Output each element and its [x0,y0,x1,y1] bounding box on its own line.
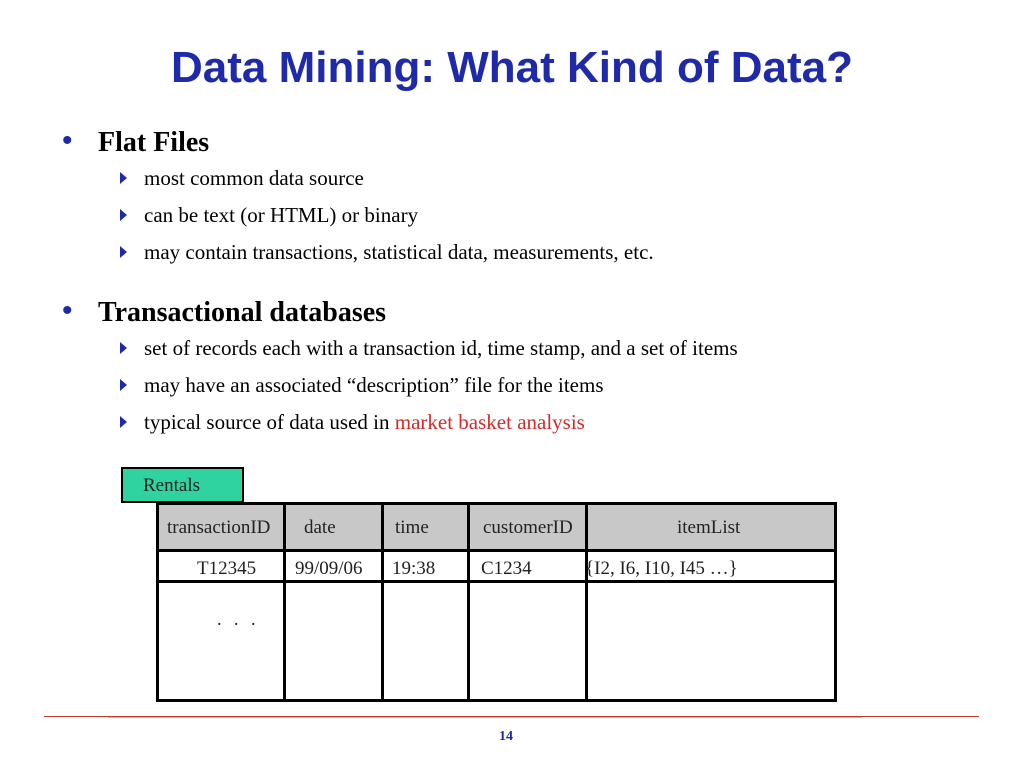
triangle-right-icon [120,342,127,354]
list-item-text: set of records each with a transaction id, time stamp, and a set of items [144,336,738,360]
table-cell: C1234 [481,558,532,579]
triangle-right-icon [120,209,127,221]
ellipsis: . . . [217,609,260,629]
section-transactional-databases [0,294,1024,445]
list-item-text: may contain transactions, statistical data, measurements, etc. [144,240,654,264]
rentals-table [156,502,837,702]
list-item-prefix: typical source of data used in [144,410,395,434]
triangle-right-icon [120,379,127,391]
sub-list [0,334,1024,445]
column-header: time [395,517,429,538]
list-item [0,201,1024,238]
list-item [0,408,1024,445]
list-item-text: most common data source [144,166,364,190]
column-header: date [304,517,336,538]
column-header: itemList [677,517,741,538]
bullet-heading [0,124,1024,164]
column-header: transactionID [167,517,271,538]
section-flat-files [0,124,1024,275]
list-item-text: can be text (or HTML) or binary [144,203,419,227]
column-header: customerID [483,517,573,538]
disc-bullet-icon: • [62,124,73,157]
list-item-text [144,408,585,436]
row-divider [159,580,834,583]
triangle-right-icon [120,172,127,184]
sub-list [0,164,1024,275]
triangle-right-icon [120,246,127,258]
column-divider [283,505,286,699]
table-cell: 19:38 [392,558,436,579]
highlighted-term: market basket analysis [394,410,585,434]
page-number: 14 [499,729,513,744]
bullet-heading-text: Flat Files [98,127,210,158]
table-cell: {I2, I6, I10, I45 …} [585,558,738,579]
list-item [0,371,1024,408]
list-item [0,238,1024,275]
column-divider [381,505,384,699]
rentals-tab-label: Rentals [143,475,200,496]
footer-rule-inner [108,717,862,718]
slide-title: Data Mining: What Kind of Data? [171,43,853,92]
list-item [0,334,1024,371]
triangle-right-icon [120,416,127,428]
table-cell: T12345 [197,558,257,579]
bullet-heading-text: Transactional databases [98,297,387,328]
table-cell: 99/09/06 [295,558,363,579]
disc-bullet-icon: • [62,294,73,327]
list-item-text: may have an associated “description” file for the items [144,373,604,397]
column-divider [467,505,470,699]
column-divider [585,505,588,699]
bullet-heading [0,294,1024,334]
list-item [0,164,1024,201]
rentals-tab [121,467,244,503]
